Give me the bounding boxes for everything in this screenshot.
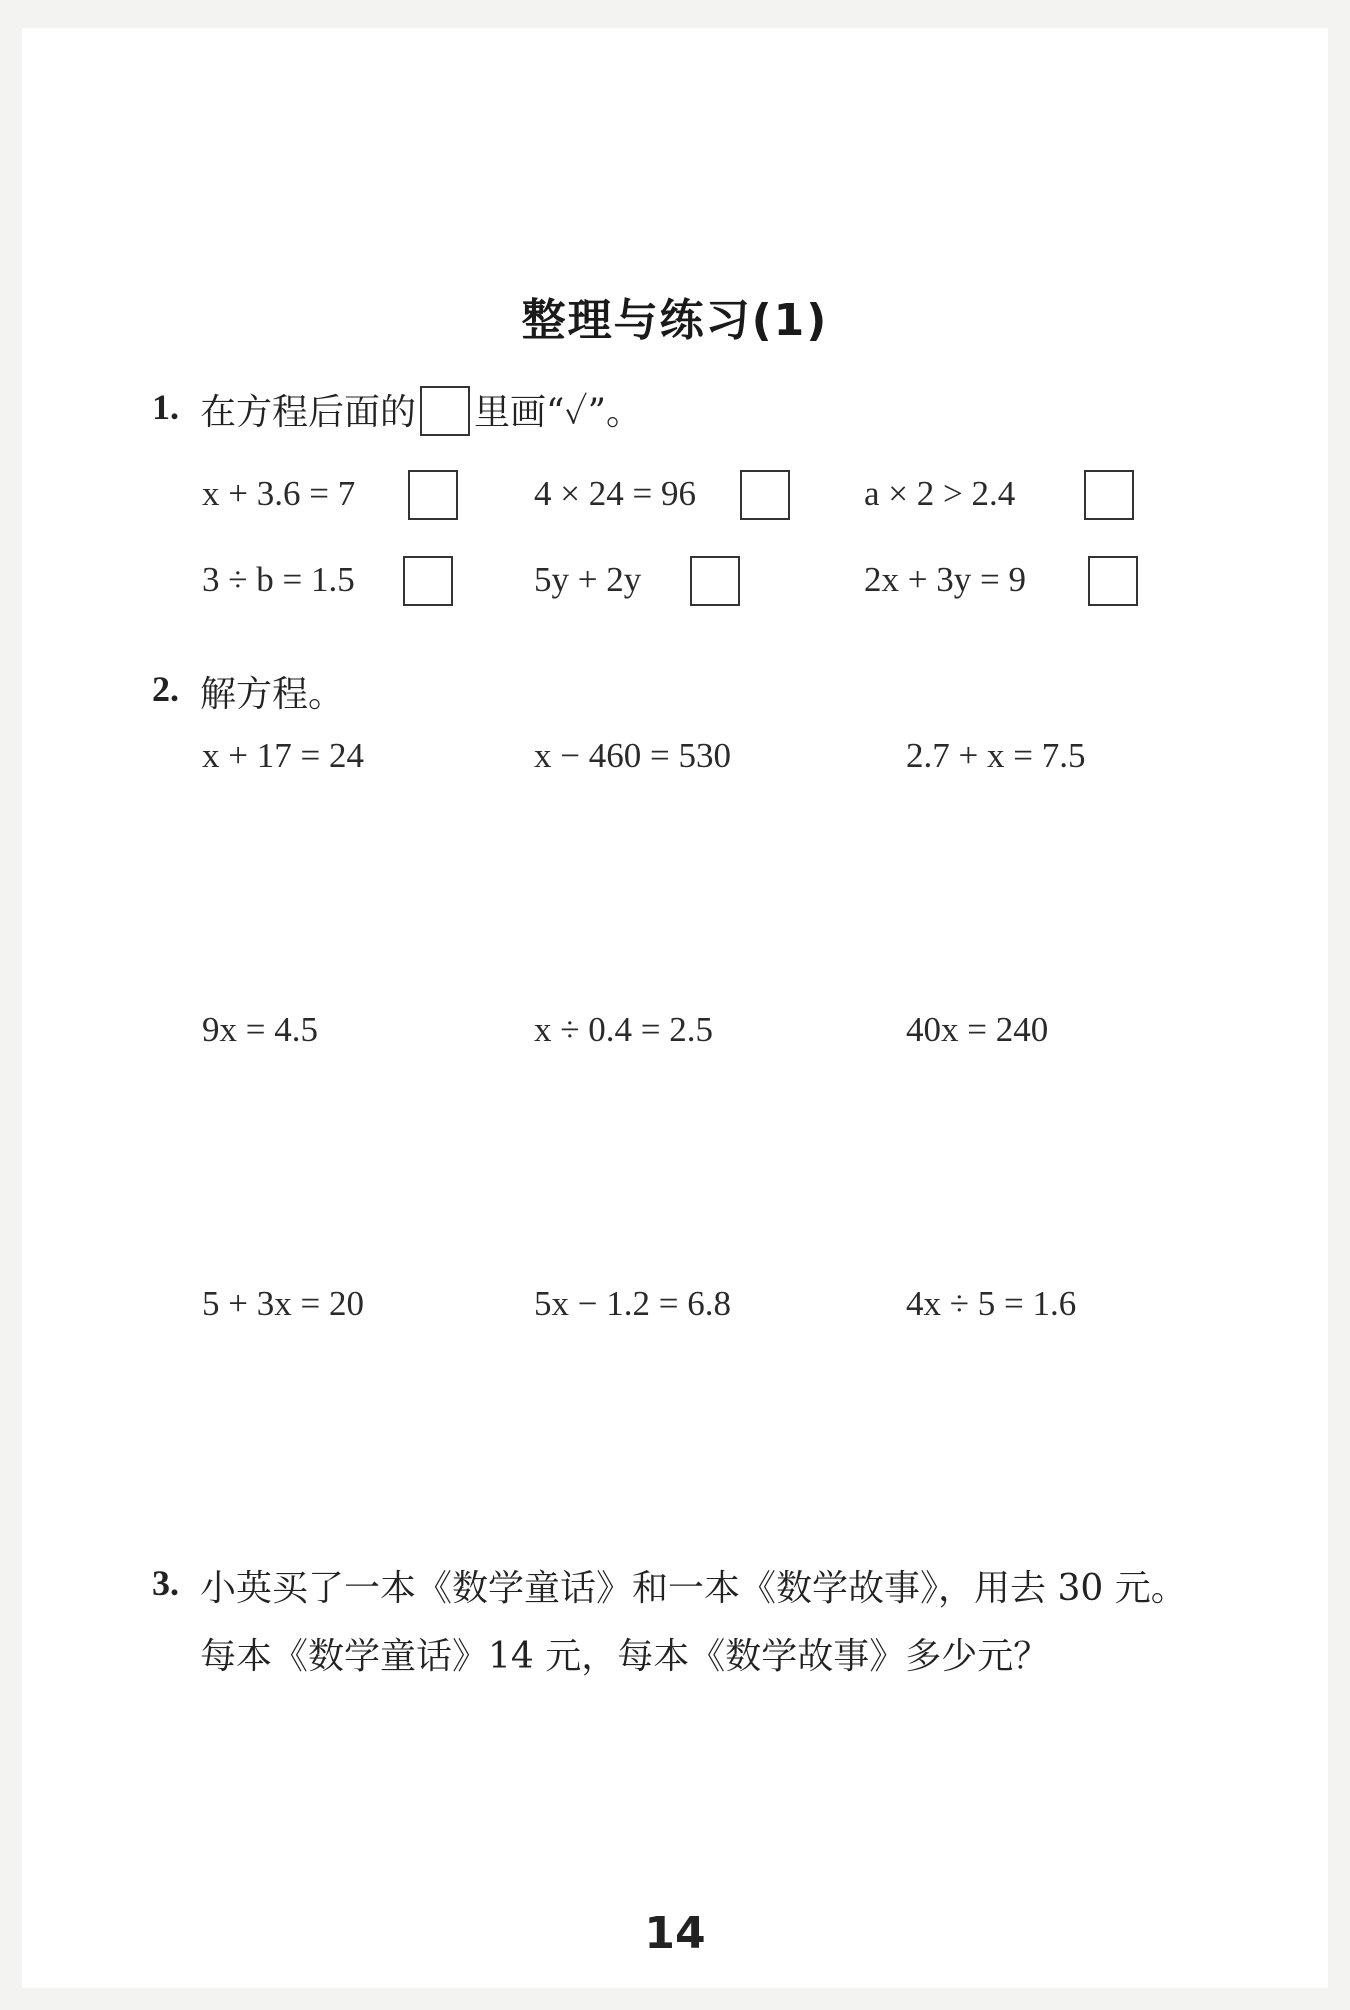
question-1-number: 1. [152, 387, 179, 427]
question-3-line-1: 小英买了一本《数学童话》和一本《数学故事》，用去 30 元。 [200, 1568, 1187, 1609]
q1-expression: 3 ÷ b = 1.5 [202, 560, 355, 599]
q2-equation: x ÷ 0.4 = 2.5 [534, 1010, 713, 1049]
instruction-box-icon [420, 386, 470, 436]
worksheet-page [22, 28, 1328, 1988]
q2-equation: 5 + 3x = 20 [202, 1284, 364, 1323]
q2-equation: 9x = 4.5 [202, 1010, 318, 1049]
q1-expression: 5y + 2y [534, 560, 642, 599]
page-title: 整理与练习(1) [521, 295, 829, 346]
q1-answer-box[interactable] [1088, 556, 1138, 606]
question-3-number: 3. [152, 1563, 179, 1603]
q1-answer-box[interactable] [1084, 470, 1134, 520]
q1-answer-box[interactable] [408, 470, 458, 520]
q1-answer-box[interactable] [740, 470, 790, 520]
question-2-number: 2. [152, 669, 179, 709]
question-2-instruction: 解方程。 [200, 674, 345, 715]
q2-equation: 2.7 + x = 7.5 [906, 736, 1086, 775]
q1-answer-box[interactable] [403, 556, 453, 606]
q1-expression: a × 2 > 2.4 [864, 474, 1016, 513]
question-1-instruction [200, 384, 642, 440]
q2-equation: 5x − 1.2 = 6.8 [534, 1284, 731, 1323]
q1-expression: 2x + 3y = 9 [864, 560, 1026, 599]
q2-equation: 40x = 240 [906, 1010, 1049, 1049]
question-1-suffix: 里画“✓”。 [474, 392, 643, 433]
q1-expression: x + 3.6 = 7 [202, 474, 356, 513]
question-1-prefix: 在方程后面的 [200, 392, 417, 433]
q2-equation: 4x ÷ 5 = 1.6 [906, 1284, 1077, 1323]
page-number: 14 [644, 1908, 706, 1959]
q1-expression: 4 × 24 = 96 [534, 474, 696, 513]
q2-equation: x − 460 = 530 [534, 736, 731, 775]
q2-equation: x + 17 = 24 [202, 736, 364, 775]
q1-answer-box[interactable] [690, 556, 740, 606]
question-3-line-2: 每本《数学童话》14 元，每本《数学故事》多少元？ [200, 1636, 1050, 1677]
